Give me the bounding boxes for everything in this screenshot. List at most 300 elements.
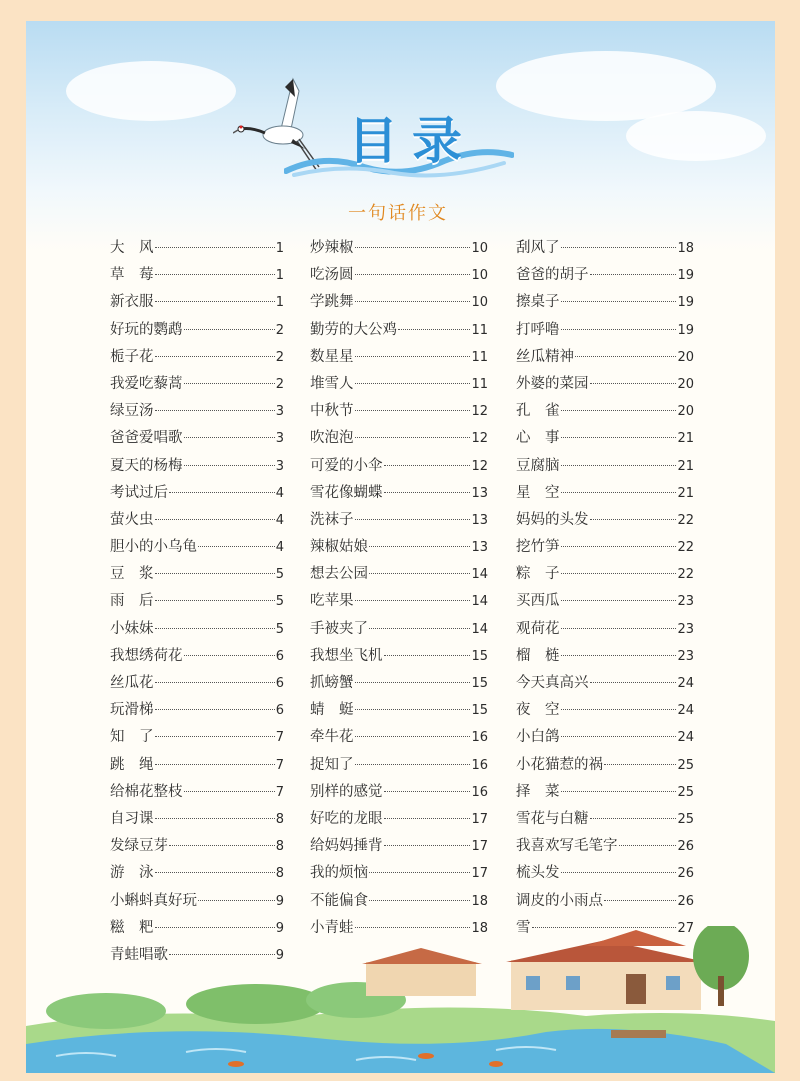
toc-entry-page: 26 <box>677 839 694 855</box>
toc-entry-page: 14 <box>471 567 488 583</box>
toc-entry <box>516 779 694 806</box>
dot-leader <box>561 464 677 466</box>
toc-entry-title: 可爱的小伞 <box>310 457 383 474</box>
dot-leader <box>604 763 676 765</box>
toc-entry-page: 1 <box>275 295 284 311</box>
dot-leader <box>155 518 275 520</box>
dot-leader <box>561 871 677 873</box>
toc-entry-title: 豆 浆 <box>110 566 154 583</box>
dot-leader <box>384 654 471 656</box>
dot-leader <box>355 382 471 384</box>
toc-entry-page: 14 <box>471 594 488 610</box>
dot-leader <box>604 899 676 901</box>
page-title: 目录 <box>348 111 476 170</box>
toc-entry <box>516 588 694 615</box>
toc-entry-page: 13 <box>471 540 488 556</box>
dot-leader <box>619 844 677 846</box>
dot-leader <box>155 599 275 601</box>
toc-entry-title: 知 了 <box>110 729 154 746</box>
toc-entry-page: 19 <box>677 322 694 338</box>
dot-leader <box>561 491 677 493</box>
toc-entry-page: 5 <box>275 567 284 583</box>
toc-entry-page: 16 <box>471 730 488 746</box>
toc-entry <box>516 670 694 697</box>
dot-leader <box>369 545 470 547</box>
toc-entry <box>110 534 284 561</box>
toc-entry-title: 游 泳 <box>110 865 154 882</box>
toc-entry <box>516 344 694 371</box>
dot-leader <box>184 464 275 466</box>
toc-entry <box>310 480 488 507</box>
toc-entry-title: 刮风了 <box>516 240 560 256</box>
toc-entry <box>110 860 284 887</box>
toc-entry-page: 21 <box>677 431 694 447</box>
toc-entry-page: 24 <box>677 676 694 691</box>
toc-entry-title: 挖竹笋 <box>516 539 560 556</box>
toc-entry-page: 16 <box>471 784 488 800</box>
toc-entry-title: 不能偏食 <box>310 892 368 909</box>
toc-entry <box>110 317 284 344</box>
toc-entry-title: 堆雪人 <box>310 375 354 392</box>
toc-entry-page: 9 <box>275 920 284 936</box>
toc-entry-title: 蜻 蜓 <box>310 702 354 719</box>
toc-entry-title: 外婆的菜园 <box>516 375 589 392</box>
toc-entry-title: 小花猫惹的祸 <box>516 756 603 773</box>
toc-entry-title: 榴 梿 <box>516 647 560 664</box>
toc-entry-page: 22 <box>677 540 694 556</box>
toc-entry-page: 19 <box>677 295 694 311</box>
toc-entry-title: 牵牛花 <box>310 729 354 746</box>
dot-leader <box>155 572 275 574</box>
section-subtitle: 一句话作文 <box>348 203 448 224</box>
toc-entry-page: 2 <box>275 376 284 392</box>
dot-leader <box>384 844 471 846</box>
toc-entry <box>110 779 284 806</box>
toc-entry-title: 绿豆汤 <box>110 403 154 420</box>
toc-entry <box>310 534 488 561</box>
dot-leader <box>561 246 677 248</box>
toc-entry-page: 18 <box>471 920 488 936</box>
toc-entry-page: 10 <box>471 268 488 284</box>
toc-entry-page: 24 <box>677 730 694 746</box>
dot-leader <box>155 681 275 683</box>
toc-entry-title: 勤劳的大公鸡 <box>310 321 397 338</box>
toc-entry-page: 26 <box>677 893 694 909</box>
toc-entry-page: 6 <box>275 648 284 664</box>
toc-entry-page: 8 <box>275 839 284 855</box>
dot-leader <box>155 409 275 411</box>
toc-entry-page: 7 <box>275 730 284 746</box>
toc-entry-page: 17 <box>471 839 488 855</box>
toc-entry <box>310 561 488 588</box>
dot-leader <box>561 328 677 330</box>
toc-entry-page: 9 <box>275 893 284 909</box>
toc-entry <box>516 480 694 507</box>
toc-entry-title: 好吃的龙眼 <box>310 810 383 827</box>
dot-leader <box>384 464 471 466</box>
toc-entry <box>110 262 284 289</box>
toc-entry-title: 孔 雀 <box>516 403 560 420</box>
toc-entry-page: 18 <box>471 893 488 909</box>
toc-entry <box>110 425 284 452</box>
toc-entry-title: 给棉花整枝 <box>110 783 183 800</box>
dot-leader <box>398 328 470 330</box>
toc-entry <box>110 453 284 480</box>
toc-entry <box>310 806 488 833</box>
toc-entry-title: 我想绣荷花 <box>110 647 183 664</box>
toc-entry-title: 观荷花 <box>516 620 560 637</box>
dot-leader <box>590 273 677 275</box>
toc-entry <box>516 833 694 860</box>
toc-entry-title: 我想坐飞机 <box>310 647 383 664</box>
toc-entry <box>310 425 488 452</box>
toc-entry <box>310 398 488 425</box>
toc-entry-title: 栀子花 <box>110 348 154 365</box>
toc-entry-title: 星 空 <box>516 484 560 501</box>
dot-leader <box>369 871 470 873</box>
toc-entry-title: 萤火虫 <box>110 511 154 528</box>
dot-leader <box>561 627 677 629</box>
toc-entry-page: 25 <box>677 811 694 827</box>
toc-entry-page: 14 <box>471 621 488 637</box>
toc-entry <box>516 398 694 425</box>
dot-leader <box>155 735 275 737</box>
toc-entry-title: 抓螃蟹 <box>310 675 354 691</box>
toc-entry-title: 爸爸的胡子 <box>516 267 589 284</box>
dot-leader <box>355 355 471 357</box>
dot-leader <box>561 790 677 792</box>
toc-entry-title: 糍 粑 <box>110 919 154 936</box>
dot-leader <box>590 518 677 520</box>
toc-entry <box>110 561 284 588</box>
toc-entry-page: 25 <box>677 757 694 773</box>
toc-entry-title: 手被夹了 <box>310 620 368 637</box>
toc-entry <box>310 344 488 371</box>
toc-entry <box>310 833 488 860</box>
toc-entry <box>110 697 284 724</box>
toc-entry-title: 小蝌蚪真好玩 <box>110 892 197 909</box>
toc-entry-page: 24 <box>677 703 694 719</box>
toc-entry-page: 17 <box>471 866 488 882</box>
toc-entry-page: 4 <box>275 540 284 556</box>
toc-entry-page: 20 <box>677 404 694 420</box>
toc-entry-page: 3 <box>275 404 284 420</box>
toc-entry-page: 3 <box>275 458 284 474</box>
toc-entry-title: 夏天的杨梅 <box>110 457 183 474</box>
toc-entry <box>110 752 284 779</box>
toc-entry-page: 21 <box>677 458 694 474</box>
toc-entry-title: 我爱吃藜蒿 <box>110 375 183 392</box>
toc-entry <box>310 616 488 643</box>
toc-entry <box>516 561 694 588</box>
toc-column-2 <box>310 235 488 942</box>
toc-entry-page: 2 <box>275 322 284 338</box>
toc-entry-title: 别样的感觉 <box>310 783 383 800</box>
dot-leader <box>561 708 677 710</box>
toc-entry <box>310 235 488 262</box>
dot-leader <box>155 871 275 873</box>
toc-entry <box>310 860 488 887</box>
toc-entry <box>110 398 284 425</box>
toc-entry-page: 18 <box>677 241 694 256</box>
toc-entry-title: 丝瓜精神 <box>516 348 574 365</box>
toc-entry-title: 丝瓜花 <box>110 675 154 691</box>
toc-entry-title: 雨 后 <box>110 593 154 610</box>
dot-leader <box>384 790 471 792</box>
toc-entry <box>110 588 284 615</box>
toc-entry-title: 雪花与白糖 <box>516 810 589 827</box>
toc-entry <box>516 235 694 262</box>
toc-entry-title: 小青蛙 <box>310 919 354 936</box>
toc-entry-title: 吃汤圆 <box>310 267 354 284</box>
dot-leader <box>355 273 471 275</box>
toc-entry <box>110 289 284 316</box>
toc-entry-page: 13 <box>471 512 488 528</box>
toc-entry-title: 粽 子 <box>516 566 560 583</box>
toc-entry-page: 22 <box>677 567 694 583</box>
toc-entry-page: 16 <box>471 757 488 773</box>
toc-entry-title: 今天真高兴 <box>516 675 589 691</box>
dot-leader <box>355 436 471 438</box>
toc-entry-title: 吹泡泡 <box>310 430 354 447</box>
toc-entry-title: 辣椒姑娘 <box>310 539 368 556</box>
toc-entry-page: 23 <box>677 594 694 610</box>
toc-entry <box>516 697 694 724</box>
dot-leader <box>384 817 471 819</box>
toc-entry-title: 打呼噜 <box>516 321 560 338</box>
toc-entry-title: 发绿豆芽 <box>110 838 168 855</box>
toc-entry-page: 2 <box>275 349 284 365</box>
toc-entry <box>110 670 284 697</box>
village-pond-scene <box>26 926 775 1073</box>
toc-entry-title: 捉知了 <box>310 756 354 773</box>
dot-leader <box>561 409 677 411</box>
toc-entry-page: 8 <box>275 866 284 882</box>
toc-entry-title: 学跳舞 <box>310 294 354 311</box>
toc-entry-page: 13 <box>471 485 488 501</box>
toc-entry <box>516 371 694 398</box>
toc-entry <box>110 616 284 643</box>
toc-entry <box>110 806 284 833</box>
toc-entry-title: 给妈妈捶背 <box>310 838 383 855</box>
toc-entry <box>110 235 284 262</box>
toc-entry-page: 15 <box>471 676 488 691</box>
toc-entry-page: 23 <box>677 648 694 664</box>
toc-entry-title: 我的烦恼 <box>310 865 368 882</box>
dot-leader <box>369 899 470 901</box>
dot-leader <box>561 735 677 737</box>
dot-leader <box>169 844 275 846</box>
toc-entry-title: 数星星 <box>310 348 354 365</box>
toc-entry <box>310 289 488 316</box>
dot-leader <box>561 436 677 438</box>
toc-entry <box>516 317 694 344</box>
toc-entry-page: 20 <box>677 349 694 365</box>
dot-leader <box>198 899 275 901</box>
toc-entry-page: 7 <box>275 784 284 800</box>
dot-leader <box>155 817 275 819</box>
toc-entry-page: 9 <box>275 947 284 963</box>
toc-entry <box>516 289 694 316</box>
toc-entry-title: 洗袜子 <box>310 511 354 528</box>
toc-entry <box>110 643 284 670</box>
toc-entry-page: 4 <box>275 512 284 528</box>
toc-entry <box>310 588 488 615</box>
dot-leader <box>355 300 471 302</box>
toc-entry <box>110 344 284 371</box>
toc-entry-page: 6 <box>275 676 284 691</box>
toc-entry-page: 11 <box>471 322 488 338</box>
toc-entry-page: 6 <box>275 703 284 719</box>
dot-leader <box>561 545 677 547</box>
toc-entry <box>516 534 694 561</box>
toc-entry <box>516 507 694 534</box>
toc-entry-page: 10 <box>471 295 488 311</box>
toc-entry-page: 4 <box>275 485 284 501</box>
toc-entry-page: 12 <box>471 431 488 447</box>
toc-entry <box>310 262 488 289</box>
toc-entry-title: 小白鸽 <box>516 729 560 746</box>
toc-entry-title: 雪花像蝴蝶 <box>310 484 383 501</box>
toc-entry <box>310 779 488 806</box>
dot-leader <box>561 300 677 302</box>
toc-entry <box>516 453 694 480</box>
toc-entry <box>516 262 694 289</box>
dot-leader <box>575 355 676 357</box>
dot-leader <box>355 246 471 248</box>
toc-entry-page: 7 <box>275 757 284 773</box>
dot-leader <box>355 409 471 411</box>
toc-entry <box>310 643 488 670</box>
dot-leader <box>184 654 275 656</box>
dot-leader <box>561 572 677 574</box>
toc-entry-page: 22 <box>677 512 694 528</box>
toc-entry-page: 15 <box>471 703 488 719</box>
dot-leader <box>155 273 275 275</box>
toc-entry <box>110 480 284 507</box>
toc-entry-title: 青蛙唱歌 <box>110 946 168 963</box>
book-page <box>26 21 775 1073</box>
toc-entry-page: 15 <box>471 648 488 664</box>
dot-leader <box>561 654 677 656</box>
dot-leader <box>184 436 275 438</box>
toc-entry <box>516 888 694 915</box>
toc-entry <box>110 724 284 751</box>
toc-entry <box>310 507 488 534</box>
toc-entry <box>516 752 694 779</box>
toc-entry-page: 10 <box>471 241 488 256</box>
dot-leader <box>590 382 677 384</box>
toc-entry <box>516 643 694 670</box>
toc-entry <box>310 752 488 779</box>
toc-entry <box>110 888 284 915</box>
toc-entry-page: 27 <box>677 920 694 936</box>
toc-column-1 <box>110 235 284 969</box>
toc-entry-title: 胆小的小乌龟 <box>110 539 197 556</box>
toc-entry <box>310 888 488 915</box>
toc-entry-title: 爸爸爱唱歌 <box>110 430 183 447</box>
toc-entry-title: 擦桌子 <box>516 294 560 311</box>
toc-entry <box>516 860 694 887</box>
dot-leader <box>169 491 275 493</box>
toc-entry-page: 20 <box>677 376 694 392</box>
toc-entry <box>310 371 488 398</box>
toc-entry-page: 12 <box>471 458 488 474</box>
toc-entry <box>110 507 284 534</box>
toc-entry-page: 17 <box>471 811 488 827</box>
toc-entry-title: 买西瓜 <box>516 593 560 610</box>
toc-entry-page: 23 <box>677 621 694 637</box>
dot-leader <box>184 790 275 792</box>
toc-entry-title: 中秋节 <box>310 403 354 420</box>
dot-leader <box>384 491 471 493</box>
toc-entry-title: 梳头发 <box>516 865 560 882</box>
toc-entry-title: 跳 绳 <box>110 756 154 773</box>
toc-entry-title: 自习课 <box>110 810 154 827</box>
toc-entry-title: 玩滑梯 <box>110 702 154 719</box>
toc-entry-page: 26 <box>677 866 694 882</box>
toc-entry-title: 想去公园 <box>310 566 368 583</box>
toc-entry-page: 5 <box>275 621 284 637</box>
toc-entry-title: 我喜欢写毛笔字 <box>516 838 618 855</box>
dot-leader <box>355 708 471 710</box>
toc-entry-page: 3 <box>275 431 284 447</box>
toc-entry-title: 炒辣椒 <box>310 240 354 256</box>
dot-leader <box>561 599 677 601</box>
dot-leader <box>369 627 470 629</box>
toc-entry <box>310 670 488 697</box>
dot-leader <box>355 599 471 601</box>
toc-entry <box>310 697 488 724</box>
toc-entry <box>310 453 488 480</box>
toc-entry <box>516 806 694 833</box>
dot-leader <box>198 545 275 547</box>
dot-leader <box>155 300 275 302</box>
dot-leader <box>590 681 677 683</box>
toc-entry-title: 雪 <box>516 919 531 936</box>
toc-entry <box>110 371 284 398</box>
toc-entry-page: 25 <box>677 784 694 800</box>
dot-leader <box>355 735 471 737</box>
dot-leader <box>155 708 275 710</box>
dot-leader <box>355 681 471 683</box>
toc-entry-title: 考试过后 <box>110 484 168 501</box>
dot-leader <box>155 355 275 357</box>
toc-entry <box>516 425 694 452</box>
toc-entry <box>310 724 488 751</box>
cloud-decoration <box>66 61 236 121</box>
toc-entry-title: 好玩的鹦鹉 <box>110 321 183 338</box>
toc-entry-title: 新衣服 <box>110 294 154 311</box>
dot-leader <box>155 246 275 248</box>
dot-leader <box>369 572 470 574</box>
toc-column-3 <box>516 235 694 942</box>
toc-entry-page: 19 <box>677 268 694 284</box>
cloud-decoration <box>626 111 766 161</box>
toc-entry-title: 吃苹果 <box>310 593 354 610</box>
toc-entry-page: 1 <box>275 268 284 284</box>
toc-entry-page: 11 <box>471 376 488 392</box>
toc-entry-title: 心 事 <box>516 430 560 447</box>
toc-entry <box>110 833 284 860</box>
dot-leader <box>155 627 275 629</box>
dot-leader <box>355 763 471 765</box>
toc-entry-page: 5 <box>275 594 284 610</box>
toc-entry-page: 21 <box>677 485 694 501</box>
toc-entry-title: 调皮的小雨点 <box>516 892 603 909</box>
toc-entry-title: 择 菜 <box>516 783 560 800</box>
toc-entry-title: 夜 空 <box>516 702 560 719</box>
